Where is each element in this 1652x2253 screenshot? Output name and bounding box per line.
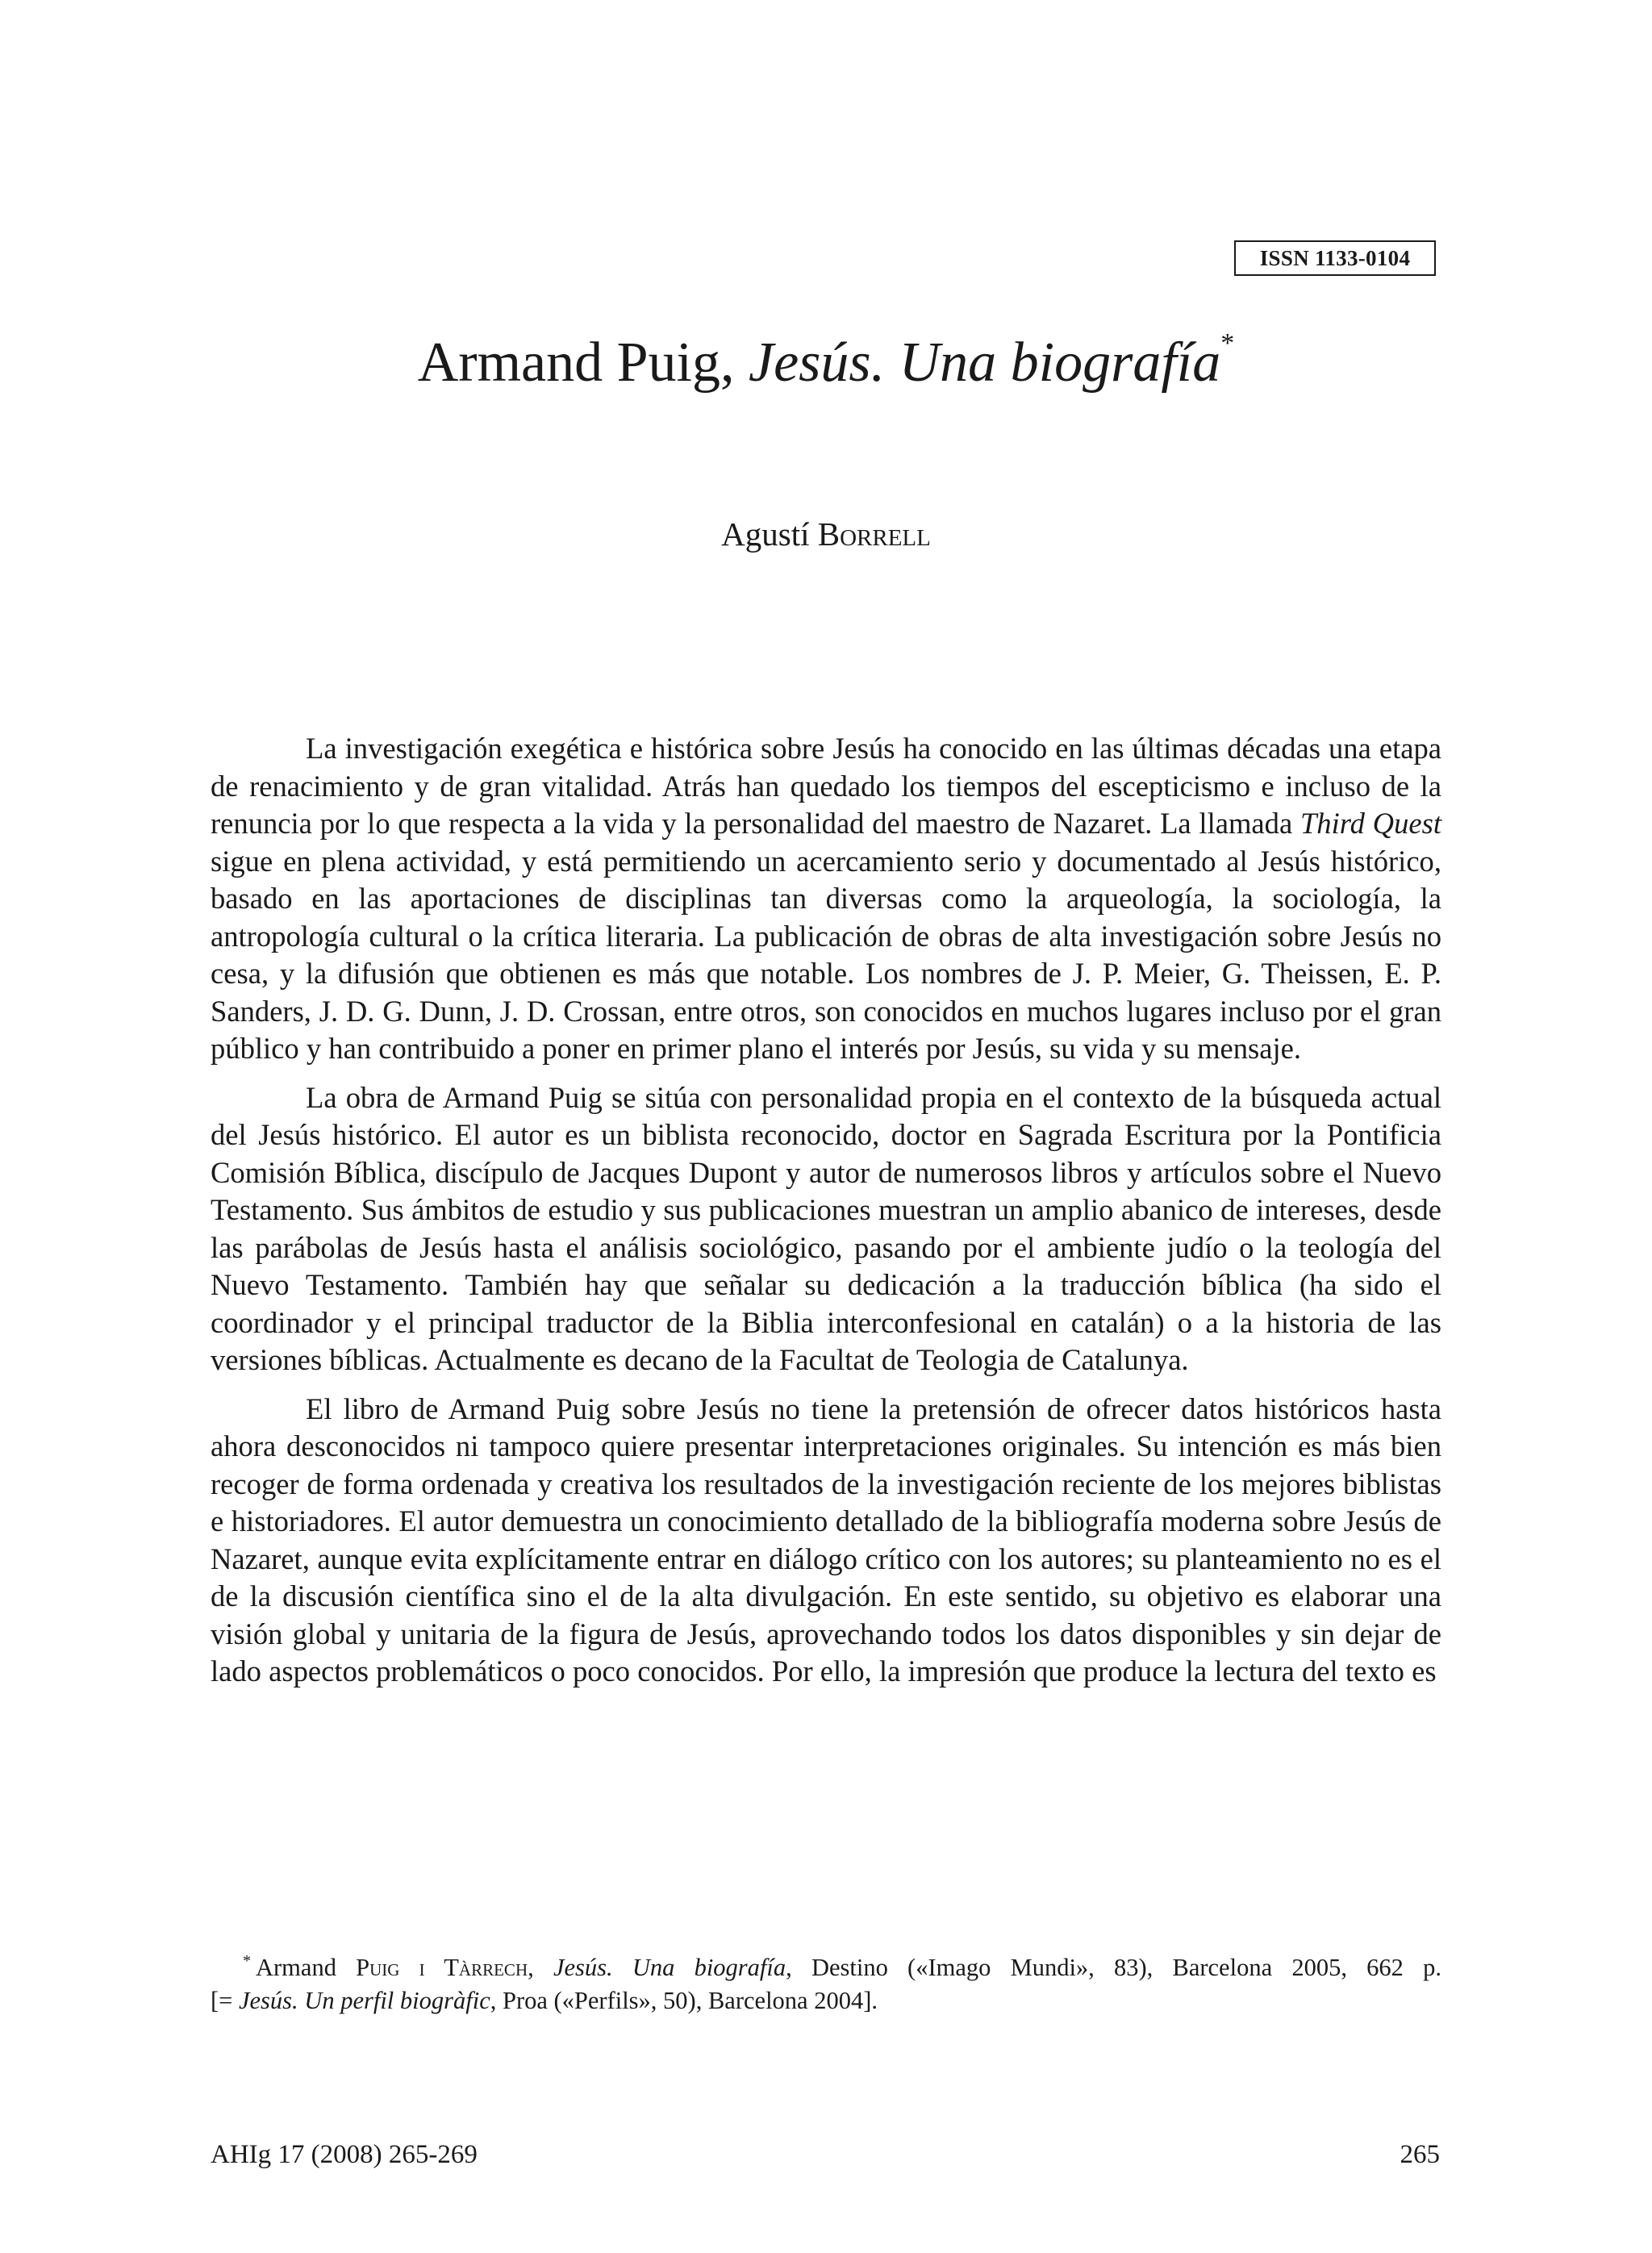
article-title xyxy=(0,327,1652,399)
title-author-prefix: Armand Puig, xyxy=(417,332,749,394)
title-book-title: Jesús. Una biografía xyxy=(749,332,1221,394)
footnote-bracket-open: [= xyxy=(211,1987,239,2014)
footnote-details: , Destino («Imago Mundi», 83), Barcelona 2005, 662 p. xyxy=(786,1954,1441,1981)
footnote-book-title: Jesús. Una biografía xyxy=(553,1954,786,1981)
paragraph-1-text-a: La investigación exegética e histórica sobre Jesús ha conocido en las últimas décadas una etapa de renacimiento y de gran vitalidad. Atrás han quedado los tiempos del escepticismo e incluso de la renuncia por lo que respecta a la vida y la personalidad del maestro de Nazaret. La llamada xyxy=(211,732,1441,840)
footer-page-number: 265 xyxy=(1400,2140,1440,2169)
paragraph-1-italic: Third Quest xyxy=(1299,807,1441,840)
footnote-line-2 xyxy=(211,1984,1441,2017)
footnote-name-start: Armand xyxy=(256,1954,357,1981)
footnote-sep: , xyxy=(528,1954,553,1981)
paragraph-1-text-b: sigue en plena actividad, y está permitiendo un acercamiento serio y documentado al Jesús histórico, basado en las aportaciones de disciplinas tan diversas como la arqueología, la sociología, la antropología cultural o la crítica literaria. La publicación de obras de alta investigación sobre Jesús no cesa, y la difusión que obtienen es más que notable. Los nombres de J. P. Meier, G. Theissen, E. P. Sanders, J. D. G. Dunn, J. D. Crossan, entre otros, son conocidos en muchos lugares incluso por el gran público y han contribuido a poner en primer plano el interés por Jesús, su vida y su mensaje. xyxy=(211,844,1441,1065)
author-surname: Borrell xyxy=(817,515,931,553)
title-footnote-marker: * xyxy=(1220,328,1235,358)
author-given-name: Agustí xyxy=(721,515,818,553)
body-paragraph-3: El libro de Armand Puig sobre Jesús no tiene la pretensión de ofrecer datos históricos hasta ahora desconocidos ni tampoco quiere presentar interpretaciones originales. Su intención es más bien recoger de forma ordenada y creativa los resultados de la investigación reciente de los mejores biblistas e historiadores. El autor demuestra un conocimiento detallado de la bibliografía moderna sobre Jesús de Nazaret, aunque evita explícitamente entrar en diálogo crítico con los autores; su planteamiento no es el de la discusión científica sino el de la alta divulgación. En este sentido, su objetivo es elaborar una visión global y unitaria de la figura de Jesús, aprovechando todos los datos disponibles y sin dejar de lado aspectos problemáticos o poco conocidos. Por ello, la impresión que produce la lectura del texto es xyxy=(211,1391,1441,1688)
footnote-alt-title: Jesús. Un perfil biogràfic xyxy=(238,1987,490,2014)
footnote-line-1 xyxy=(211,1951,1441,1984)
footer-citation: AHIg 17 (2008) 265-269 xyxy=(211,2140,478,2169)
article-body xyxy=(211,730,1441,1702)
footnote-name-smallcaps: Puig i Tàrrech xyxy=(356,1954,528,1981)
footnote-alt-details: , Proa («Perfils», 50), Barcelona 2004]. xyxy=(490,1987,878,2014)
footnote xyxy=(211,1951,1441,2017)
body-paragraph-2: La obra de Armand Puig se sitúa con personalidad propia en el contexto de la búsqueda actual del Jesús histórico. El autor es un biblista reconocido, doctor en Sagrada Escritura por la Pontificia Comisión Bíblica, discípulo de Jacques Dupont y autor de numerosos libros y artículos sobre el Nuevo Testamento. Sus ámbitos de estudio y sus publicaciones muestran un amplio abanico de intereses, desde las parábolas de Jesús hasta el análisis sociológico, pasando por el ambiente judío o la teología del Nuevo Testamento. También hay que señalar su dedicación a la traducción bíblica (ha sido el coordinador y el principal traductor de la Biblia interconfesional en catalán) o a la historia de las versiones bíblicas. Actualmente es decano de la Facultat de Teologia de Catalunya. xyxy=(211,1080,1441,1376)
issn-box: ISSN 1133-0104 xyxy=(1234,240,1436,276)
article-author xyxy=(0,510,1652,558)
body-paragraph-1 xyxy=(211,730,1441,1068)
footnote-marker: * xyxy=(243,1952,251,1970)
